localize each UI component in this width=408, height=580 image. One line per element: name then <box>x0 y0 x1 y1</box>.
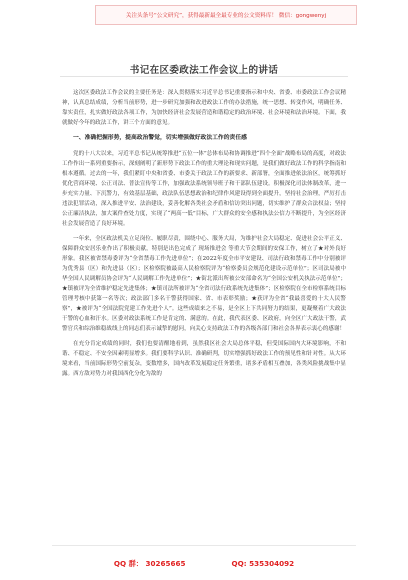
document-body <box>62 88 346 384</box>
qq-text: QQ: 535304092 <box>231 559 295 568</box>
section-heading: 一、准确把握形势，提高政治警觉，切实增强做好政法工作的责任感 <box>73 135 247 141</box>
footer-divider <box>52 545 356 560</box>
body-paragraph: 党的十八大以来，习近平总书记从统筹推进“五位一体”总体布局和协调推进“四个全面”战略布局的高度，对政法工作作出一系列重要指示，深刻阐明了新形势下政法工作的重大理论和现实问题，是我们做好政法工作的科学指南和根本遵循。过去的一年，我们紧盯中央和省委、市委关于政法工作的新要求、新部署，全面推进依法治区，统筹抓好优化营商环境、公正司法、普法宣传等工作，加强政法系统领导班子和干部队伍建设。积极深化司法体制改革，进一步充实力量、下沉警力，有效基层基础，政法队伍思想政治和纪律作风建设得到全面提升，坚持社会治理，严厉打击违法犯罪活动，深入推进平安、法治建设，妥善化解各类社会矛盾和信访突出问题，切实维护了群众合法权益；坚持公正廉洁执法，加大案件查处力度，实现了“两高一低”目标，广大群众的安全感和执法公信力不断提升，为全区经济社会发展营造了良好环境。 <box>62 151 346 227</box>
intro-paragraph: 这次区委政法工作会议的主要任务是：深入贯彻落实习近平总书记重要指示和中央、省委、市委政法工作会议精神，认真总结成绩，分析当前形势，进一步研究加强和改进政法工作的办法措施，统一思想、转变作风，明确任务、靠实责任，扎实做好政法各项工作，为加快经济社会发展营造和谐稳定的政治环境、社会环境和法治环境。下面，我就做好今年的政法工作，讲三个方面的意见。 <box>62 90 346 126</box>
document-title: 书记在区委政法工作会议上的讲话 <box>129 65 279 76</box>
body-paragraph: 一年来，全区政法机关立足岗位、履职尽责，围绕中心、服务大局，为维护社会大局稳定、促进社会公平正义、保障群众安居乐业作出了积极贡献，特别是出色完成了 现场推进会 等重大节会期间的安保工作，树立了★对外良好形象。我区被省禁毒委评为“全省禁毒工作先进单位”；在2022年度全市平安建设、司法行政和禁毒工作中分别被评为优秀县（区）和先进县（区）；区检察院被最高人民检察院评为“检察委员会规范化建设示范单位”；区司法局被中华全国人民调解员协会评为“人民调解工作先进单位”；★街北派出所被公安部命名为“全国公安机关执法示范单位”；★镇被评为全省维护稳定先进集体；★镇司法所被评为“全省司法行政系统先进集体”；区检察院在全市检察系统目标管理考核中获第一名等次；政法部门多名干警获得国家、省、市表彰奖励；★获评为全省“我最喜爱的十大人民警察”，★被评为“全国法院党建工作先进个人”。这些成绩来之不易，是全区上下共同努力的结果，更凝聚着广大政法干警的心血和汗水。区委对政法系统工作是肯定的、满意的。在此，我代表区委、区政府，向全区广大政法干警，武警官兵和综治维稳战线上的同志们表示诚挚的慰问，向关心支持政法工作的各级各部门和社会各界表示衷心的感谢！ <box>62 236 346 332</box>
promo-banner <box>95 5 357 25</box>
body-paragraph: 在充分肯定成绩的同时，我们也要清醒地看到，虽然我区社会大局总体平稳，但受国际国内大环境影响，不和谐、不稳定、不安全因素明显增多。我们要科学认识、准确研判，切实增强抓好政法工作的预见性和针对性。从大环境来看，当前国际形势空前复杂，变数增多，国内改革发展稳定任务繁重，诸多矛盾相互叠加，各类风险挑战集中显露。西方敌对势力对我国西化分化为敌的 <box>62 341 346 377</box>
contact-footer <box>0 559 408 569</box>
promo-banner-text: 关注头条号“公文研究”，获得最新最全最专业的公文资料库！ 微信：gongwenyj <box>125 13 327 19</box>
qq-group-text: QQ 群： 30265665 <box>113 559 186 568</box>
title-divider <box>60 76 348 77</box>
